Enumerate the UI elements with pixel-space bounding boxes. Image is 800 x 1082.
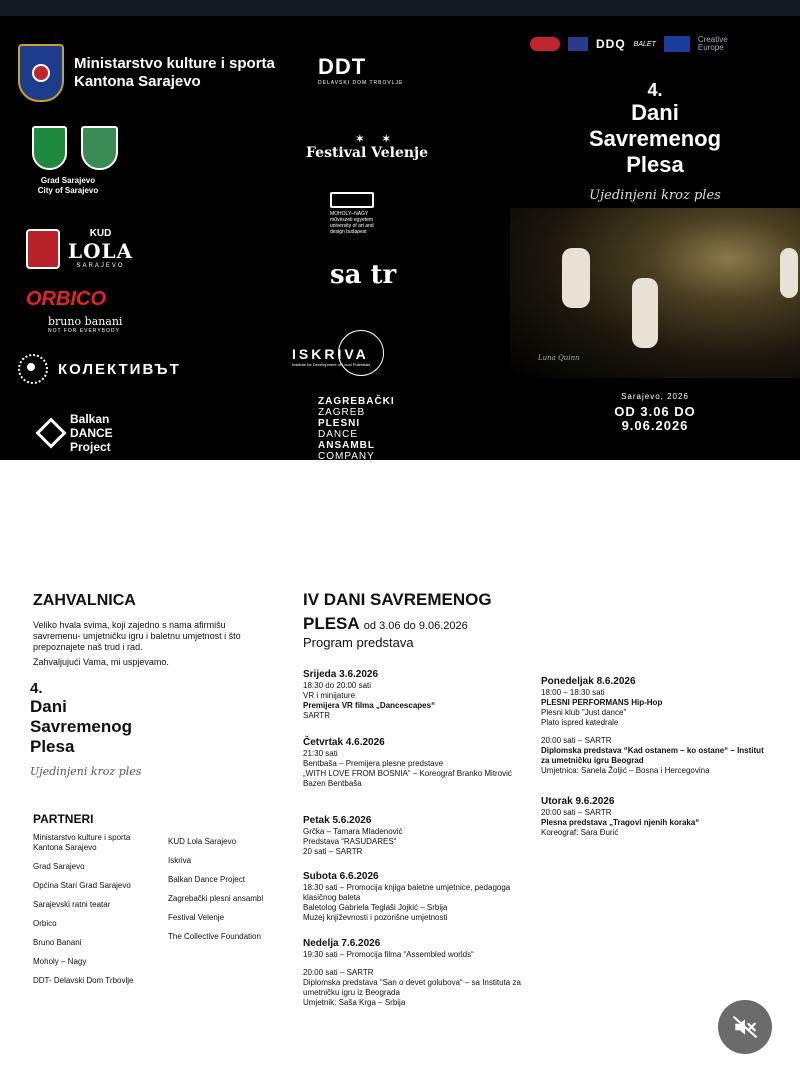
- orbico-name: ORBICO: [26, 288, 106, 310]
- program-line: 20:00 sati – SARTR: [303, 968, 374, 977]
- program-day: [303, 738, 528, 789]
- program-line: 18:00 – 18:30 sati: [541, 688, 605, 697]
- program-line: 20:00 sati – SARTR: [541, 736, 612, 745]
- moholy-nagy-logo: [330, 192, 374, 235]
- creative-line-1: Creative: [697, 35, 728, 44]
- kolektiv-name: КОЛЕКТИВЪТ: [58, 360, 181, 378]
- thanks-closing: Zahvaljujući Vama, mi uspjevamo.: [33, 657, 169, 667]
- partner-item: Balkan Dance Project: [168, 875, 245, 884]
- program-line: Koreograf: Sara Đurić: [541, 828, 619, 837]
- partner-oval-icon: [530, 37, 560, 51]
- ministry-logo: [18, 44, 275, 102]
- stars-icon: ✶✶: [355, 134, 409, 145]
- dancer-figure-3: [780, 248, 798, 298]
- brand-number: 4.: [30, 680, 43, 697]
- poster-slogan: Ujedinjeni kroz ples: [589, 188, 721, 203]
- moholy-line-2: művészeti egyetem: [330, 217, 374, 223]
- moholy-line-3: university of art and: [330, 223, 374, 229]
- partners-column-2: [168, 837, 288, 951]
- zagreb-line-3: PLESNI: [318, 418, 361, 429]
- zagreb-line-5: ANSAMBL: [318, 440, 375, 451]
- thanks-body: Veliko hvala svima, koji zajedno s nama afirmišu savremenu- umjetničku igru i baletnu umjetnost i što prepoznajete naš trud i rad.: [33, 620, 241, 652]
- program-date-range: od 3.06 do 9.06.2026: [363, 620, 468, 632]
- thanks-heading: ZAHVALNICA: [33, 592, 136, 609]
- poster-title-line-2: Savremenog: [588, 126, 722, 151]
- ddt-subtitle: DELAVSKI DOM TRBOVLJE: [318, 80, 404, 86]
- program-line: 20:00 sati – SARTR: [541, 808, 612, 817]
- program-line: Umjetnik: Saša Krga – Srbija: [303, 998, 406, 1007]
- program-title-text: IV DANI SAVREMENOG PLESA: [303, 590, 492, 633]
- program-title: [303, 588, 533, 638]
- zagreb-line-6: COMPANY: [318, 451, 375, 462]
- iskriva-name: ISKRIVA: [292, 346, 369, 362]
- creative-line-2: Europe: [697, 43, 724, 52]
- program-day-title: Četvrtak 4.6.2026: [303, 737, 385, 748]
- program-line: Predstava “RASUDARES“: [303, 837, 397, 846]
- ddt-name: DDT: [318, 54, 367, 79]
- program-line: VR i minijature: [303, 691, 356, 700]
- poster-title-line-3: Plesa: [626, 152, 684, 177]
- partner-logos-panel: [0, 16, 800, 460]
- photo-credit: Luna Quinn: [538, 354, 580, 362]
- partner-item: Sarajevski ratni teatar: [33, 900, 111, 909]
- program-line: [303, 960, 528, 968]
- program-day: [303, 816, 528, 857]
- festival-brand: [30, 680, 141, 778]
- kud-lola-logo: [26, 228, 133, 269]
- program-subtitle: Program predstava: [303, 635, 414, 650]
- eu-flag-icon: [664, 36, 690, 52]
- program-line: „WITH LOVE FROM BOSNIA“ – Koreograf Branko Mitrović: [303, 769, 512, 778]
- sun-icon: [18, 354, 48, 384]
- ddt-logo: [318, 54, 403, 86]
- grad-sarajevo-logo: [18, 126, 118, 196]
- poster-city: Sarajevo, 2026: [621, 392, 689, 401]
- program-day: [541, 797, 766, 838]
- poster-title: [510, 100, 800, 178]
- program-day-title: Utorak 9.6.2026: [541, 796, 615, 807]
- program-line: Premijera VR filma „Dancescapes“: [303, 701, 436, 710]
- dancer-figure-2: [632, 278, 658, 348]
- canton-shield-icon: [18, 44, 64, 102]
- poster-dates: [510, 405, 800, 433]
- zagreb-line-1: ZAGREBAČKI: [318, 396, 395, 407]
- poster-number: 4.: [647, 80, 663, 100]
- program-line: 21:30 sati: [303, 749, 338, 758]
- partner-item: DDT- Delavski Dom Trbovlje: [33, 976, 134, 985]
- partner-item: Grad Sarajevo: [33, 862, 85, 871]
- program-line: Baletolog Gabriela Teglaši Jojkić – Srbija: [303, 903, 448, 912]
- lola-city: SARAJEVO: [76, 263, 125, 269]
- program-line: Diplomska predstava “San o devet golubova“ – sa Instituta za umetničku igru iz Beograda: [303, 978, 521, 997]
- lola-badge-icon: [26, 229, 60, 269]
- lola-name: LOLA: [68, 239, 134, 263]
- program-line: Bazen Bentbaša: [303, 779, 362, 788]
- dancer-figure-1: [562, 248, 590, 308]
- program-day-title: Subota 6.6.2026: [303, 871, 379, 882]
- lola-kud: KUD: [89, 228, 112, 239]
- mute-button[interactable]: [718, 1000, 772, 1054]
- partners-column-1: [33, 833, 153, 995]
- poster-logos: [530, 36, 728, 52]
- poster-dates-line-1: OD 3.06 DO: [614, 404, 696, 419]
- kolektiv-logo: [18, 354, 181, 384]
- balkan-line-1: Balkan: [70, 412, 110, 426]
- partner-item: KUD Lola Sarajevo: [168, 837, 237, 846]
- festival-poster: [510, 32, 800, 476]
- bruno-banani-name: bruno banani: [48, 315, 123, 328]
- partner-item: Moholy – Nagy: [33, 957, 87, 966]
- program-day-title: Srijeda 3.6.2026: [303, 669, 379, 680]
- sartr-logo: sa tr: [330, 260, 397, 290]
- zagreb-line-2: ZAGREB: [318, 407, 366, 418]
- partner-square-icon: [568, 37, 588, 51]
- bruno-banani-tag: NOT FOR EVERYBODY: [48, 328, 120, 334]
- program-line: Diplomska predstava “Kad ostanem – ko ostane“ – Institut za umetničku igru Beograd: [541, 746, 764, 765]
- partner-item: The Collective Foundation: [168, 932, 261, 941]
- brand-title-line-1: Dani: [30, 697, 67, 716]
- program-line: SARTR: [303, 711, 330, 720]
- program-line: Plato ispred katedrale: [541, 718, 619, 727]
- brand-slogan: Ujedinjeni kroz ples: [30, 765, 142, 778]
- program-day-title: Ponedeljak 8.6.2026: [541, 676, 636, 687]
- zagreb-line-4: DANCE: [318, 429, 359, 440]
- program-line: 18:30 do 20:00 sati: [303, 681, 372, 690]
- moholy-line-4: design budapest: [330, 229, 367, 235]
- program-line: 20 sati – SARTR: [303, 847, 363, 856]
- program-day: [303, 670, 528, 721]
- iskriva-subtitle: Institute for Development of Local Potentials: [292, 362, 371, 367]
- zagreb-dance-logo: [318, 396, 395, 462]
- partner-item: Općina Stari Grad Sarajevo: [33, 881, 131, 890]
- balkan-line-2: DANCE: [70, 426, 113, 440]
- program-line: Plesni klub "Just dance": [541, 708, 627, 717]
- brand-title-line-3: Plesa: [30, 737, 75, 756]
- partner-item: Zagrebački plesni ansambl: [168, 894, 264, 903]
- festival-velenje-logo: [306, 134, 428, 161]
- ministry-line-1: Ministarstvo kulture i sporta: [74, 55, 275, 72]
- iskriva-logo: [292, 330, 370, 367]
- program-day: [541, 677, 766, 776]
- muted-speaker-icon: [732, 1014, 758, 1040]
- program-line: [541, 728, 766, 736]
- moholy-line-1: MOHOLY–NAGY: [330, 211, 369, 217]
- program-line: 18:30 sati – Promocija knjiga baletne umjetnice, pedagoga klasičnog baleta: [303, 883, 511, 902]
- city-crest-icon: [32, 126, 67, 170]
- partner-item: Bruno Banani: [33, 938, 82, 947]
- partner-item: Iskriva: [168, 856, 192, 865]
- program-line: Umjetnica: Sanela Žoljić – Bosna i Hercegovina: [541, 766, 710, 775]
- poster-logo-balet: BALET: [633, 40, 656, 48]
- partner-item: Festival Velenje: [168, 913, 225, 922]
- program-day-title: Nedelja 7.6.2026: [303, 938, 381, 949]
- program-line: Bentbaša – Premijera plesne predstave: [303, 759, 444, 768]
- velenje-name: Festival Velenje: [306, 145, 429, 161]
- grad-line-2: City of Sarajevo: [37, 186, 99, 195]
- dancers-photo: [510, 208, 800, 378]
- program-line: PLESNI PERFORMANS Hip-Hop: [541, 698, 663, 707]
- program-line: Plesna predstava „Tragovi njenih koraka“: [541, 818, 700, 827]
- program-day-title: Petak 5.6.2026: [303, 815, 372, 826]
- status-strip: [0, 0, 800, 16]
- diamond-icon: [35, 417, 66, 448]
- orbico-logo: [26, 288, 122, 334]
- mome-mark-icon: [330, 192, 374, 208]
- brand-title-line-2: Savremenog: [30, 717, 133, 736]
- program-day: [303, 872, 528, 923]
- balkan-dance-logo: [40, 412, 113, 454]
- program-line: 19:30 sati – Promocija filma “Assembled worlds“: [303, 950, 474, 959]
- poster-logo-ddq: DDQ: [596, 37, 626, 51]
- partner-item: Ministarstvo kulture i sporta Kantona Sarajevo: [33, 833, 131, 852]
- program-line: Grčka – Tamara Mladenović: [303, 827, 403, 836]
- mountain-crest-icon: [81, 126, 118, 170]
- grad-line-1: Grad Sarajevo: [40, 176, 96, 185]
- balkan-line-3: Project: [70, 440, 111, 454]
- program-day: [303, 939, 528, 1008]
- partner-item: Orbico: [33, 919, 57, 928]
- poster-dates-line-2: 9.06.2026: [621, 418, 689, 433]
- ministry-line-2: Kantona Sarajevo: [74, 73, 201, 90]
- poster-title-line-1: Dani: [631, 100, 679, 125]
- program-line: Muzej književnosti i pozorišne umjetnosti: [303, 913, 448, 922]
- partners-heading: PARTNERI: [33, 812, 94, 826]
